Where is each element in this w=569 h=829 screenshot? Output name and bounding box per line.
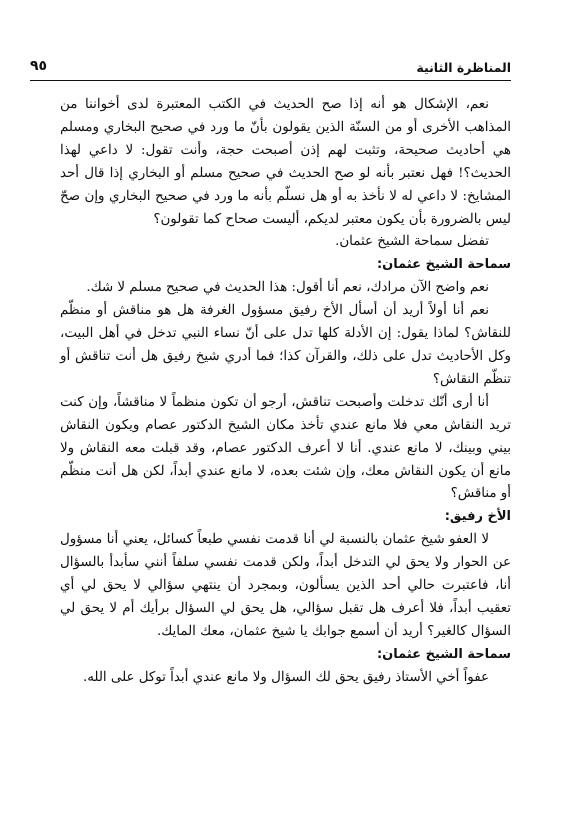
paragraph: نعم أنا أولاً أريد أن أسأل الأخ رفيق مسؤول الغرفة هل هو مناقش أو منظّم للنقاش؟ لماذا يقول: إن الأدلة كلها تدل على أنّ نساء النبي تدخل في أهل البيت، وكل الأحاديث تدل على ذلك، والقرآن كذا؛ فما أدري شيخ رفيق هل أنت تناقش أو تنظّم النقاش؟ <box>60 303 511 387</box>
paragraph: نعم واضح الآن مرادك، نعم أنا أقول: هذا الحديث في صحيح مسلم لا شك. <box>86 280 489 296</box>
speaker-heading: سماحة الشيخ عثمان: <box>376 646 511 662</box>
paragraph: عفواً أخي الأستاذ رفيق يحق لك السؤال ولا مانع عندي أبداً توكل على الله. <box>82 669 489 685</box>
speaker-heading: الأخ رفيق: <box>444 509 511 525</box>
running-header <box>30 58 511 81</box>
paragraph: تفضل سماحة الشيخ عثمان. <box>335 234 489 250</box>
page-number: ٩٥ <box>30 58 48 74</box>
paragraph: لا العفو شيخ عثمان بالنسبة لي أنا قدمت نفسي طبعاً كسائل، يعني أنا مسؤول عن الحوار ولا يحق لي التدخل أبداً، ولكن قدمت نفسي سلفاً أنني سأبدأ بالسؤال أنا، فاعتبرت حالي أحد الذين يسألون، وبمجرد أن ينتهي سؤالي لا يحق لي أي تعقيب أبداً، فلا أعرف هل تقبل سؤالي، هل يحق لي السؤال برأيك أم لا يحق لي السؤال كالغير؟ أريد أن أسمع جوابك يا شيخ عثمان، معك المايك. <box>60 532 511 639</box>
header-title: المناظرة الثانية <box>416 60 511 75</box>
speaker-heading: سماحة الشيخ عثمان: <box>376 257 511 273</box>
paragraph: نعم، الإشكال هو أنه إذا صح الحديث في الكتب المعتبرة لدى أخواننا من المذاهب الأخرى أو من السنّة الذين يقولون بأنّ ما ورد في صحيح البخاري ومسلم هي أحاديث صحيحة، وتثبت لهم إذن أصبحت حجة، وأنت تقول: لا داعي لهذا الحديث؟! فهل نعتبر بأنه لو صح الحديث في صحيح مسلم أو البخاري إذا قال أحد المشايخ: لا داعي له لا نأخذ به أو هل نسلّم بأنه ما ورد في صحيح البخاري وإن صحّ ليس بالضرورة بأن يكون معتبر لديكم، أليست صحاح كما تقولون؟ <box>60 97 511 227</box>
body-text <box>60 94 511 690</box>
paragraph: أنا أرى أنّك تدخلت وأصبحت تناقش، أرجو أن تكون منظماً لا مناقشاً، وإن كنت تريد النقاش معي فلا مانع عندي تأخذ مكان الشيخ الدكتور عصام ويكون النقاش بيني وبينك، لا مانع عندي. أنا لا أعرف الدكتور عصام، وقد قبلت معه النقاش ولا مانع أن يكون النقاش معك، وإن شئت بعده، لا مانع عندي أبداً، لكن هل أنت منظّم أو مناقش؟ <box>60 394 511 502</box>
